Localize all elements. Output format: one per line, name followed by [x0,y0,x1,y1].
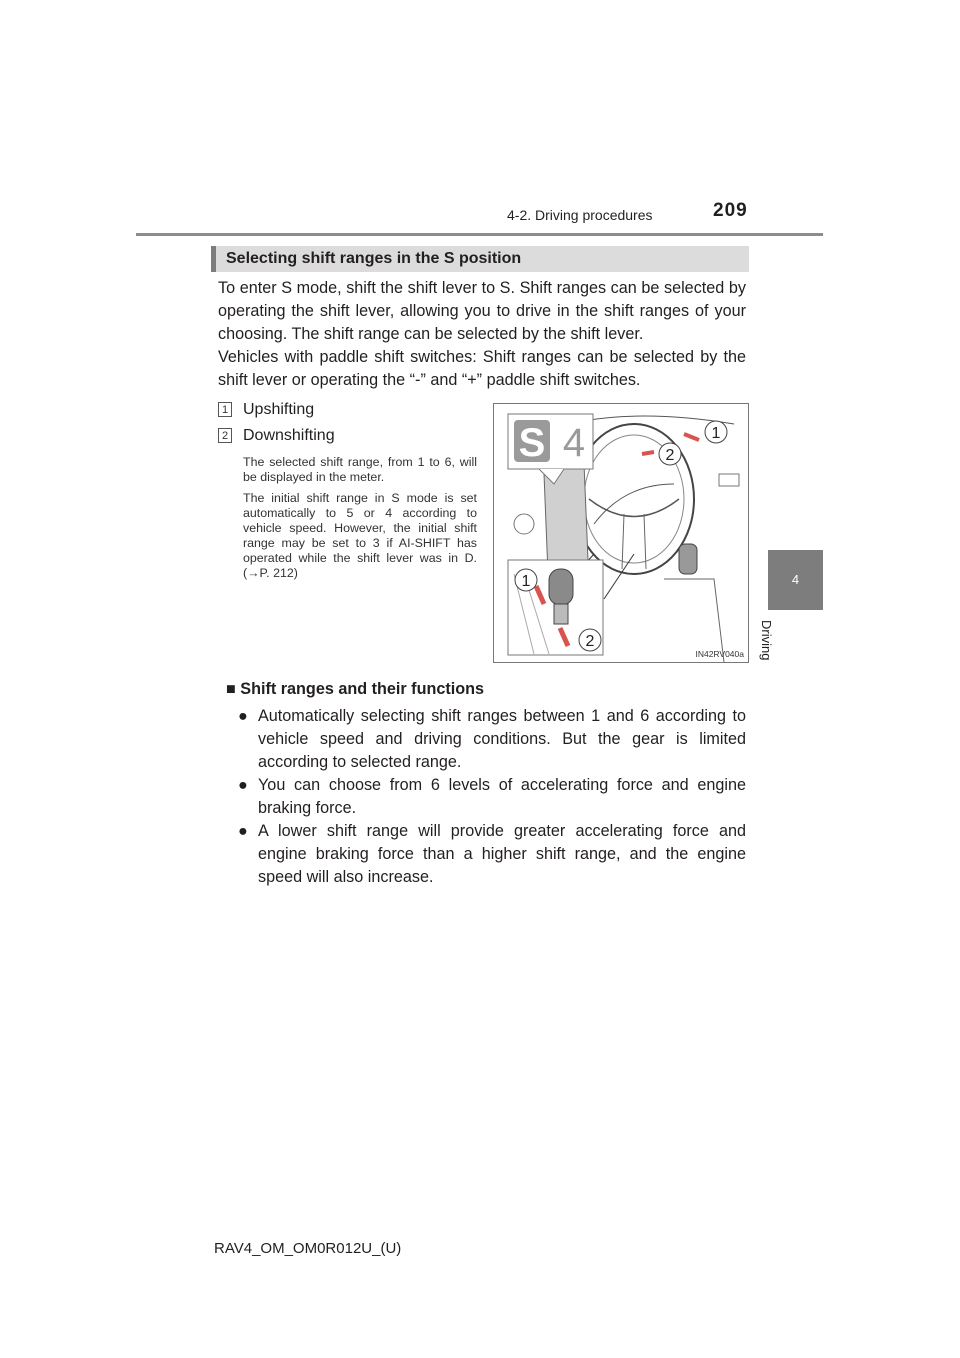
note-display: The selected shift range, from 1 to 6, will be displayed in the meter. [243,455,477,484]
note-initial-range: The initial shift range in S mode is set automatically to 5 or 4 according to vehicle speed. However, the initial shift range may be set to 3 if AI-SHIFT has operated while the shift lever was in D. (→P. 212) [243,491,477,580]
bullet-item [238,705,746,774]
intro-paragraph: To enter S mode, shift the shift lever to S. Shift ranges can be selected by operating the shift lever, allowing you to drive in the shift ranges of your choosing. The shift range can be selected by the shift lever. [218,279,746,343]
chapter-number: 4 [791,572,800,587]
bullet-symbol: ● [238,707,248,725]
display-range: 4 [562,421,586,465]
step-label-downshifting: Downshifting [243,427,335,444]
paddle-paragraph: Vehicles with paddle shift switches: Shift ranges can be selected by the shift lever or operating the “-” and “+” paddle shift switches. [218,348,746,389]
bullet-item [238,774,746,820]
bullet-text: You can choose from 6 levels of accelerating force and engine braking force. [258,776,746,817]
bullet-text: Automatically selecting shift ranges between 1 and 6 according to vehicle speed and driving conditions. But the gear is limited according to selected range. [258,707,746,771]
step-number-1: 1 [218,402,232,417]
step-number-2: 2 [218,428,232,443]
bullet-item [238,820,746,889]
bullet-symbol: ● [238,776,248,794]
chapter-label [759,620,834,680]
subsection-title: Shift ranges and their functions [240,680,485,698]
bullet-text: A lower shift range will provide greater accelerating force and engine braking force than a higher shift range, and the engine speed will also increase. [258,822,746,886]
chapter-tab [768,550,823,610]
chapter-label-text: Driving [759,620,774,661]
lever-callout-1: 1 [521,573,531,590]
subsection-heading [226,680,484,699]
bullet-symbol: ● [238,822,248,840]
lever-callout-2: 2 [585,633,595,650]
subsection-marker: ■ [226,680,236,698]
display-mode: S [518,421,546,465]
paddle-callout-1: 1 [711,425,721,442]
shift-figure [493,403,749,663]
header-section-title: 4-2. Driving procedures [507,207,653,223]
shift-illustration [494,404,748,662]
footer-doc-code: RAV4_OM_OM0R012U_(U) [214,1240,402,1257]
section-heading [211,246,749,272]
figure-code: IN42RV040a [695,649,744,659]
page-number: 209 [713,200,748,221]
step-label-upshifting: Upshifting [243,401,315,418]
section-heading-text: Selecting shift ranges in the S position [226,250,522,267]
paddle-callout-2: 2 [665,447,675,464]
header-rule [136,233,823,236]
